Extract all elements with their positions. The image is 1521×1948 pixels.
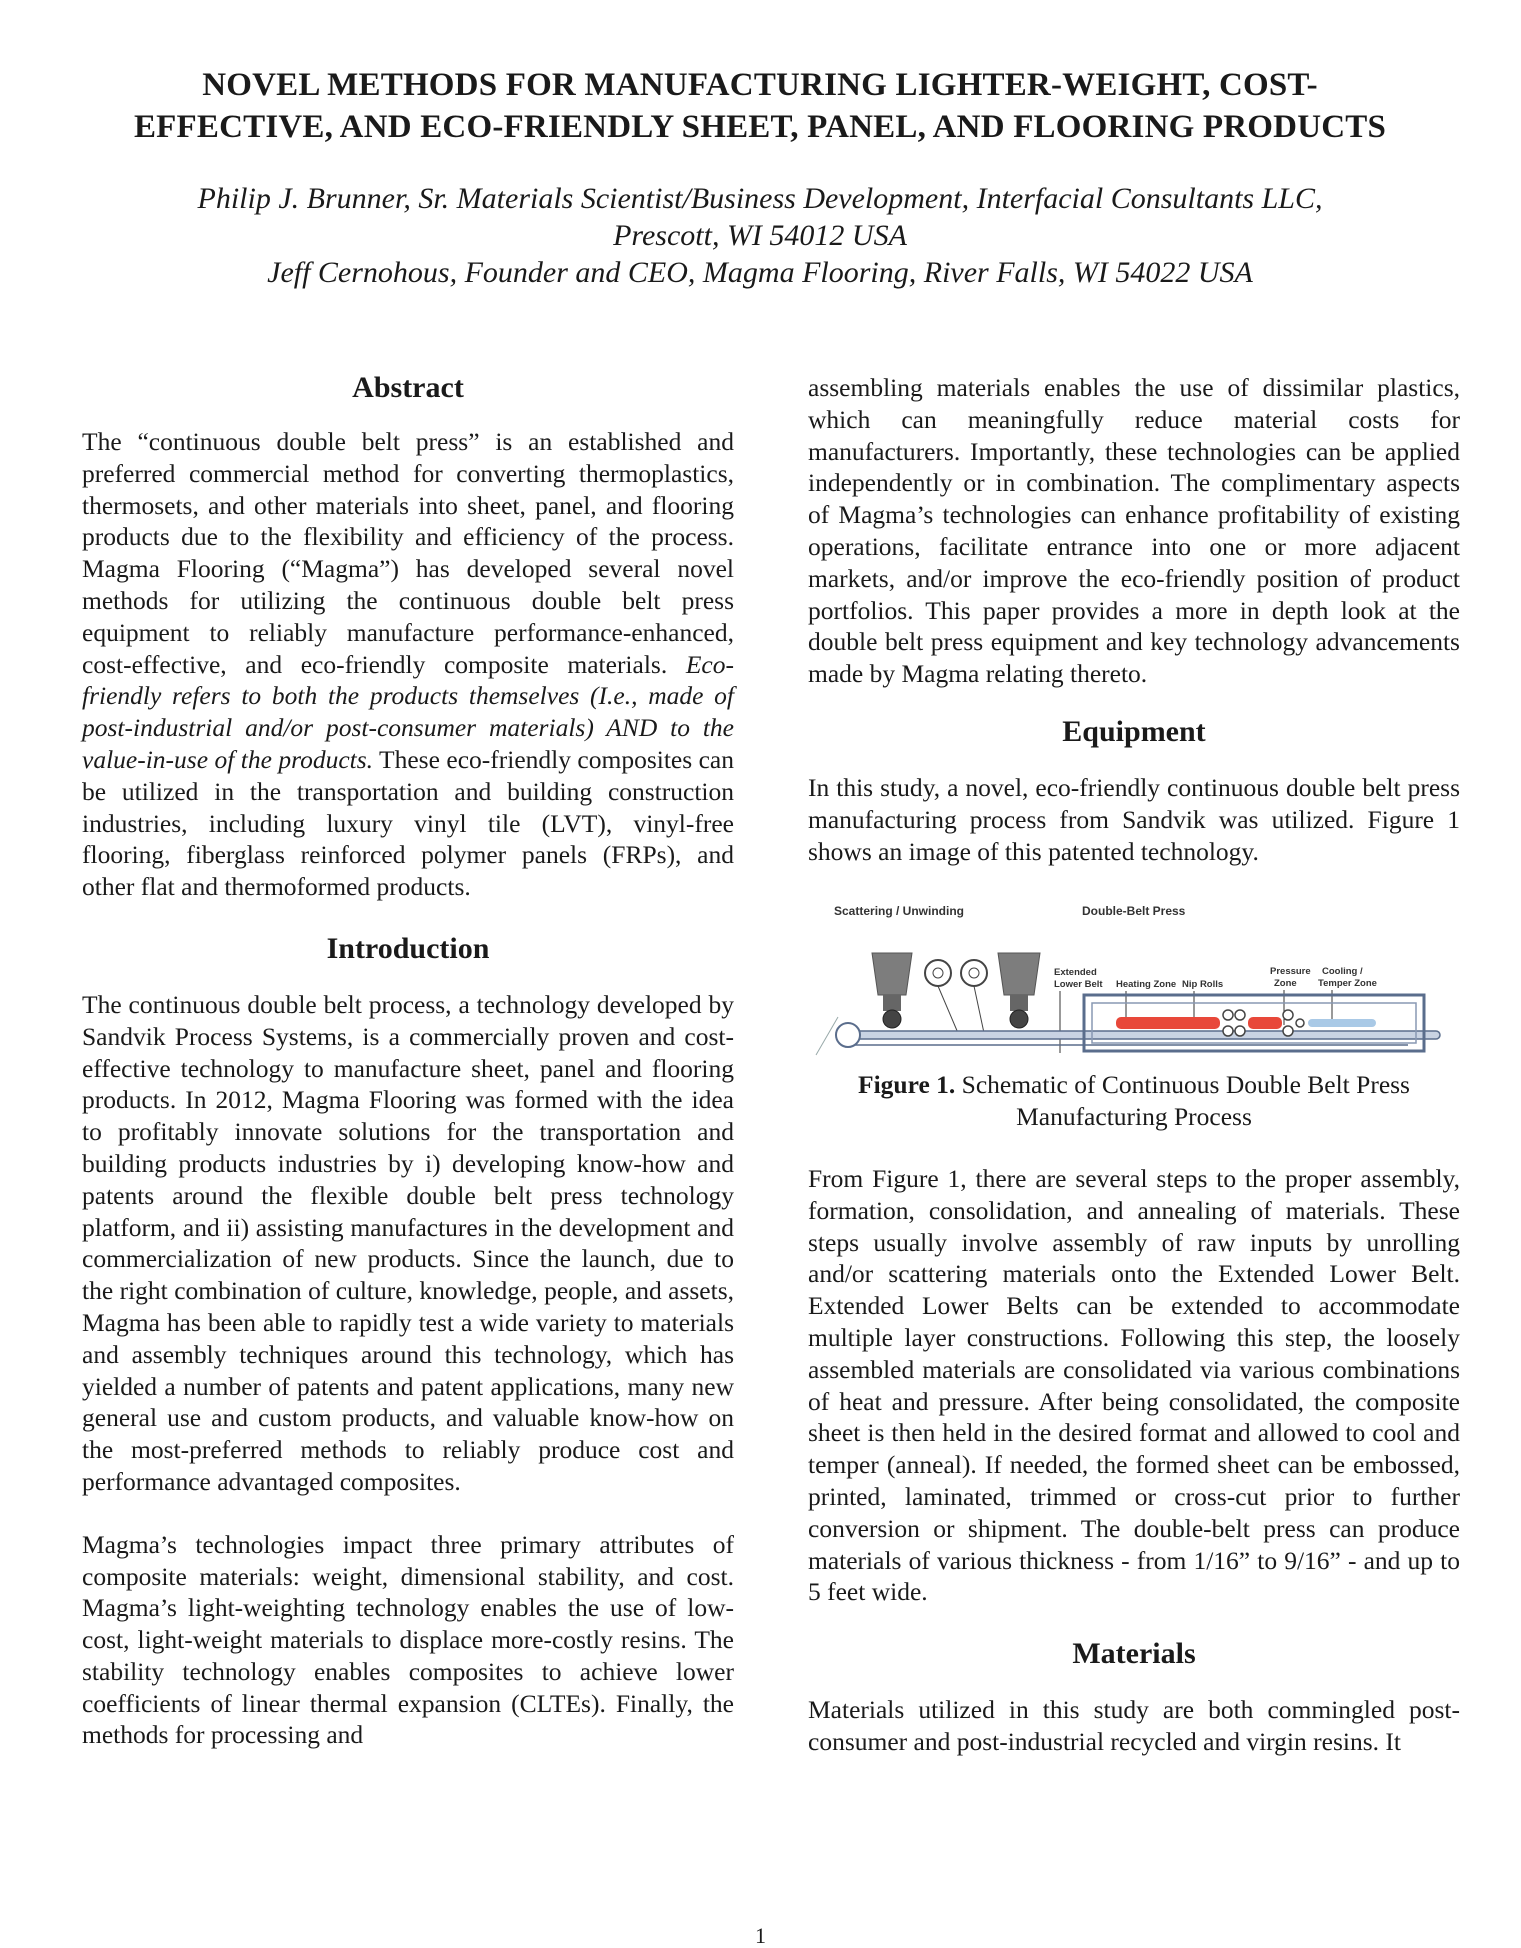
author-block	[60, 180, 1460, 291]
fig-infeed-line	[816, 1017, 838, 1055]
fig-heating-zone-bar	[1116, 1017, 1220, 1029]
fig-label-extended-1: Extended	[1054, 967, 1097, 979]
materials-heading: Materials	[1072, 1637, 1196, 1671]
fig-label-cooling-2: Temper Zone	[1318, 978, 1377, 990]
abstract-text-a: The “continuous double belt press” is an established and preferred commercial method for converting thermoplastics, thermosets, and other materials into sheet, panel, and flooring products due to the flexibility and efficiency of the process. Magma Flooring (“Magma”) has developed several novel methods for utilizing the continuous double belt press equipment to reliably manufacture performance-enhanced, cost-effective, and eco-friendly composite materials.	[82, 427, 734, 679]
equipment-heading: Equipment	[1062, 714, 1206, 748]
materials-paragraph-1: Materials utilized in this study are both commingled post-consumer and post-industrial recycled and virgin resins. It	[808, 1695, 1460, 1756]
left-column	[82, 370, 734, 1751]
figure-1-caption-text: Schematic of Continuous Double Belt Press Manufacturing Process	[955, 1070, 1410, 1132]
author-line-1: Philip J. Brunner, Sr. Materials Scientist/Business Development, Interfacial Consultants LLC,	[197, 182, 1323, 215]
page-number: 1	[755, 1923, 766, 1948]
fig-label-scattering: Scattering / Unwinding	[834, 904, 965, 919]
title-line-1: NOVEL METHODS FOR MANUFACTURING LIGHTER-WEIGHT, COST-	[202, 67, 1318, 103]
fig-label-heating-zone: Heating Zone	[1116, 979, 1177, 991]
title-line-2: EFFECTIVE, AND ECO-FRIENDLY SHEET, PANEL, AND FLOORING PRODUCTS	[133, 109, 1387, 145]
figure-1-svg	[808, 895, 1460, 1065]
abstract-text-italic: Eco-friendly refers to both the products themselves (I.e., made of post-industrial and/or post-consumer materials) AND to the value-in-use of the products.	[82, 649, 734, 774]
fig-unwind-roll-1	[925, 960, 951, 986]
fig-cooling-zone-bar	[1308, 1019, 1376, 1027]
fig-label-double-belt-press: Double-Belt Press	[1082, 904, 1186, 919]
right-column	[808, 372, 1460, 1758]
abstract-text-b: These eco-friendly composites can be utilized in the transportation and building construction industries, including luxury vinyl tile (LVT), vinyl-free flooring, fiberglass reinforced polymer panels (FRPs), and other flat and thermoformed products.	[82, 744, 734, 902]
fig-drive-drum	[836, 1023, 860, 1047]
equipment-paragraph-2: From Figure 1, there are several steps to the proper assembly, formation, consolidation, and annealing of materials. These steps usually involve assembly of raw inputs by unrolling and/or scattering materials onto the Extended Lower Belt. Extended Lower Belts can be extended to accommodate multiple layer constructions. Following this step, the loosely assembled materials are consolidated via various combinations of heat and pressure. After being consolidated, the composite sheet is then held in the desired format and allowed to cool and temper (anneal). If needed, the formed sheet can be embossed, printed, laminated, trimmed or cross-cut prior to further conversion or shipment. The double-belt press can produce materials of various thickness - from 1/16” to 9/16” - and up to 5 feet wide.	[808, 1163, 1460, 1607]
introduction-heading: Introduction	[326, 931, 490, 965]
author-line-2: Prescott, WI 54012 USA	[613, 219, 907, 252]
fig-hopper-2	[998, 953, 1040, 1028]
fig-label-lower-belt-2: Lower Belt	[1054, 979, 1103, 991]
fig-label-pressure-2: Zone	[1274, 978, 1297, 990]
abstract-paragraph	[82, 426, 734, 903]
fig-web-1	[938, 986, 958, 1033]
paper-title	[60, 64, 1460, 148]
figure-1-schematic	[808, 895, 1460, 1065]
figure-1-caption-label: Figure 1.	[858, 1070, 956, 1100]
equipment-paragraph-1: In this study, a novel, eco-friendly continuous double belt press manufacturing process from Sandvik was utilized. Figure 1 shows an image of this patented technology.	[808, 772, 1460, 866]
abstract-heading: Abstract	[352, 371, 464, 404]
fig-label-pressure-1: Pressure	[1270, 966, 1311, 978]
introduction-paragraph-2-continued: assembling materials enables the use of dissimilar plastics, which can meaningfully reduce material costs for manufacturers. Importantly, these technologies can be applied independently or in combination. The complimentary aspects of Magma’s technologies can enhance profitability of existing operations, facilitate entrance into one or more adjacent markets, and/or improve the eco-friendly position of product portfolios. This paper provides a more in depth look at the double belt press equipment and key technology advancements made by Magma relating thereto.	[808, 373, 1460, 689]
fig-label-nip-rolls: Nip Rolls	[1182, 979, 1224, 991]
author-line-3: Jeff Cernohous, Founder and CEO, Magma Flooring, River Falls, WI 54022 USA	[267, 256, 1253, 289]
figure-1-caption	[808, 1069, 1460, 1133]
fig-unwind-roll-2	[961, 960, 987, 986]
fig-extended-lower-belt	[840, 1031, 1440, 1039]
fig-hopper-1	[872, 953, 912, 1028]
fig-label-cooling-1: Cooling /	[1322, 966, 1363, 978]
introduction-paragraph-1: The continuous double belt process, a technology developed by Sandvik Process Systems, is a commercially proven and cost-effective technology to manufacture sheet, panel and flooring products. In 2012, Magma Flooring was formed with the idea to profitably innovate solutions for the transportation and building products industries by i) developing know-how and patents around the flexible double belt press technology platform, and ii) assisting manufactures in the development and commercialization of new products. Since the launch, due to the right combination of culture, knowledge, people, and assets, Magma has been able to rapidly test a wide variety to materials and assembly techniques around this technology, which has yielded a number of patents and patent applications, many new general use and custom products, and valuable know-how on the most-preferred methods to reliably produce cost and performance advantaged composites.	[82, 989, 734, 1496]
fig-web-2	[974, 986, 984, 1033]
introduction-paragraph-2: Magma’s technologies impact three primary attributes of composite materials: weight, dimensional stability, and cost. Magma’s light-weighting technology enables the use of low-cost, light-weight materials to displace more-costly resins. The stability technology enables composites to achieve lower coefficients of linear thermal expansion (CLTEs). Finally, the methods for processing and	[82, 1529, 734, 1750]
fig-pressure-zone-bar	[1248, 1017, 1282, 1029]
